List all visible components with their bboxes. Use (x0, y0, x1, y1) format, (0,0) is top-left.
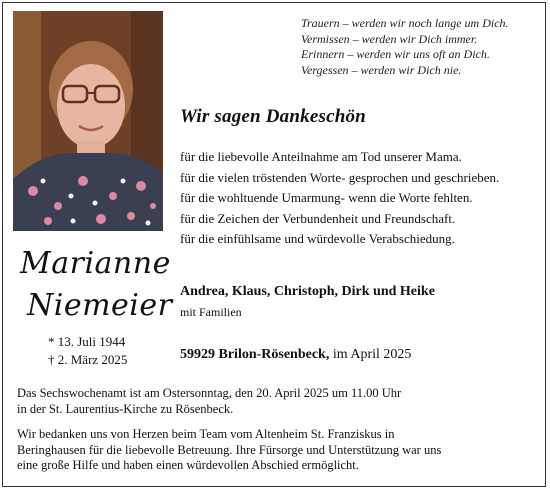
portrait-photo (13, 11, 163, 231)
thanks-list (180, 147, 499, 250)
service-line: Das Sechswochenamt ist am Ostersonntag, den 20. April 2025 um 11.00 Uhr (17, 386, 402, 400)
thanks-line: für die liebevolle Anteilnahme am Tod unserer Mama. (180, 149, 462, 164)
service-line: in der St. Laurentius-Kirche zu Rösenbeck. (17, 401, 234, 416)
staff-thanks-line: Beringhausen für die liebevolle Betreuung. Ihre Fürsorge und Unterstützung war uns (17, 442, 442, 457)
service-notice (17, 386, 401, 417)
family-suffix: mit Familien (180, 305, 242, 319)
poem-line: Vermissen – werden wir Dich immer. (301, 31, 478, 46)
thanks-line: für die vielen tröstenden Worte- gesprochen und geschrieben. (180, 169, 500, 185)
thanks-heading: Wir sagen Dankeschön (180, 106, 366, 127)
staff-thanks (17, 427, 441, 474)
thanks-line: für die einfühlsame und würdevolle Verabschiedung. (180, 231, 455, 246)
thanks-line: für die wohltuende Umarmung- wenn die Worte fehlten. (180, 190, 473, 205)
place-date (180, 347, 411, 363)
poem-line: Erinnern – werden wir uns oft an Dich. (301, 47, 490, 61)
deceased-last-name: Niemeier (27, 288, 173, 323)
thanks-line: für die Zeichen der Verbundenheit und Freundschaft. (180, 210, 456, 226)
death-date: † 2. März 2025 (48, 352, 128, 367)
deceased-first-name: Marianne (20, 246, 171, 281)
life-dates (48, 333, 127, 369)
family-names: Andrea, Klaus, Christoph, Dirk und Heike (180, 284, 435, 299)
place-location: 59929 Brilon-Rösenbeck, (180, 347, 330, 362)
staff-thanks-line: Wir bedanken uns von Herzen beim Team vom Altenheim St. Franziskus in (17, 427, 395, 441)
poem (301, 16, 509, 78)
birth-date: * 13. Juli 1944 (48, 334, 126, 349)
staff-thanks-line: eine große Hilfe und haben einen würdevollen Abschied ermöglicht. (17, 458, 359, 472)
place-month: im April 2025 (329, 347, 412, 362)
poem-line: Trauern – werden wir noch lange um Dich. (301, 16, 509, 30)
poem-line: Vergessen – werden wir Dich nie. (301, 62, 462, 77)
